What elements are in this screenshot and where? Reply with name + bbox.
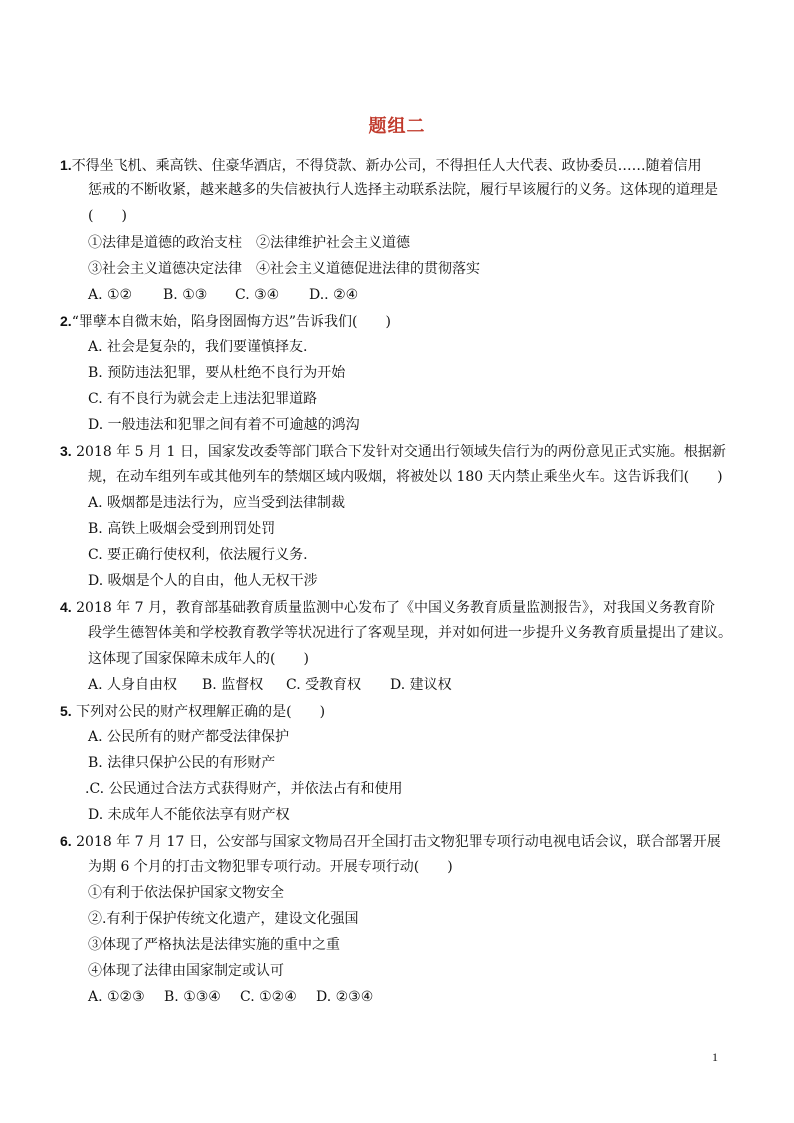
question-6-statement-3: ③体现了严格执法是法律实施的重中之重	[88, 937, 340, 953]
question-5-stem	[60, 702, 325, 721]
option-c[interactable]: C. ①②④	[240, 989, 297, 1005]
option-a[interactable]: A. ①②	[88, 287, 133, 303]
question-5-option-a[interactable]: A. 公民所有的财产都受法律保护	[88, 729, 290, 745]
question-2-stem	[60, 312, 391, 331]
option-a[interactable]: A. 人身自由权	[88, 677, 178, 693]
question-number: 6.	[60, 833, 72, 849]
question-1-options	[88, 286, 358, 304]
question-number: 3.	[60, 443, 72, 459]
option-c[interactable]: C. 受教育权	[286, 677, 362, 693]
question-4-line-2: 段学生德智体美和学校教育教学等状况进行了客观呈现，并对如何进一步提升义务教育质量提出了建议。	[88, 625, 732, 641]
question-1-line-3: ( )	[88, 208, 127, 224]
question-2-option-a[interactable]: A. 社会是复杂的，我们要谨慎择友.	[88, 339, 308, 355]
question-5-option-d[interactable]: D. 未成年人不能依法享有财产权	[88, 807, 290, 823]
question-6-options	[88, 988, 373, 1006]
question-number: 2.	[60, 313, 72, 329]
question-number: 4.	[60, 599, 72, 615]
question-text: 不得坐飞机、乘高铁、住豪华酒店，不得贷款、新办公司，不得担任人大代表、政协委员……随着信用	[71, 158, 702, 174]
question-1-line-1	[60, 156, 702, 175]
question-6-line-2: 为期 6 个月的打击文物犯罪专项行动。开展专项行动( )	[88, 859, 453, 875]
question-6-line-1	[60, 832, 721, 851]
question-6-statement-1: ①有利于依法保护国家文物安全	[88, 885, 284, 901]
question-5-option-b[interactable]: B. 法律只保护公民的有形财产	[88, 755, 276, 771]
page-number: 1	[712, 1050, 718, 1064]
question-number: 1.	[60, 157, 72, 173]
option-d[interactable]: D.. ②④	[309, 287, 359, 303]
question-2-option-c[interactable]: C. 有不良行为就会走上违法犯罪道路	[88, 391, 318, 407]
question-1-statement-row-1	[88, 234, 410, 252]
question-3-line-1	[60, 442, 726, 461]
statement-3: ③社会主义道德决定法律	[88, 261, 242, 277]
question-4-line-1	[60, 598, 715, 617]
question-1-line-2: 惩戒的不断收紧，越来越多的失信被执行人选择主动联系法院，履行早该履行的义务。这体现的道理是	[88, 182, 718, 198]
option-b[interactable]: B. 监督权	[202, 677, 264, 693]
question-2-option-b[interactable]: B. 预防违法犯罪，要从杜绝不良行为开始	[88, 365, 346, 381]
question-4-line-3: 这体现了国家保障未成年人的( )	[88, 651, 309, 667]
question-1-statement-row-2	[88, 260, 480, 278]
option-a[interactable]: A. ①②③	[88, 989, 145, 1005]
question-5-option-c[interactable]: .C. 公民通过合法方式获得财产，并依法占有和使用	[85, 781, 403, 797]
question-6-statement-2: ②.有利于保护传统文化遗产，建设文化强国	[88, 911, 359, 927]
question-2-option-d[interactable]: D. 一般违法和犯罪之间有着不可逾越的鸿沟	[88, 417, 360, 433]
question-number: 5.	[60, 703, 72, 719]
question-4-options	[88, 676, 452, 694]
question-text: 2018 年 7 月 17 日，公安部与国家文物局召开全国打击文物犯罪专项行动电视电话会议，联合部署开展	[71, 834, 721, 850]
question-text: 2018 年 7 月，教育部基础教育质量监测中心发布了《中国义务教育质量监测报告》，对我国义务教育阶	[71, 600, 716, 616]
page-title: 题组二	[368, 116, 426, 137]
question-text: 2018 年 5 月 1 日，国家发改委等部门联合下发针对交通出行领域失信行为的两份意见正式实施。根据新	[71, 444, 726, 460]
question-3-option-b[interactable]: B. 高铁上吸烟会受到刑罚处罚	[88, 521, 276, 537]
option-b[interactable]: B. ①③	[163, 287, 208, 303]
question-3-option-c[interactable]: C. 要正确行使权利，依法履行义务.	[88, 547, 308, 563]
question-3-option-a[interactable]: A. 吸烟都是违法行为，应当受到法律制裁	[88, 495, 346, 511]
option-d[interactable]: D. ②③④	[316, 989, 374, 1005]
statement-2: ②法律维护社会主义道德	[256, 235, 410, 251]
question-3-option-d[interactable]: D. 吸烟是个人的自由，他人无权干涉	[88, 573, 318, 589]
option-d[interactable]: D. 建议权	[390, 677, 452, 693]
option-c[interactable]: C. ③④	[235, 287, 280, 303]
statement-1: ①法律是道德的政治支柱	[88, 235, 242, 251]
statement-4: ④社会主义道德促进法律的贯彻落实	[256, 261, 480, 277]
option-b[interactable]: B. ①③④	[164, 989, 221, 1005]
question-text: 下列对公民的财产权理解正确的是( )	[71, 704, 326, 720]
question-6-statement-4: ④体现了法律由国家制定或认可	[88, 963, 284, 979]
question-text: “罪孽本自微末始，陷身囹圄悔方迟”告诉我们( )	[71, 314, 391, 330]
question-3-line-2: 规，在动车组列车或其他列车的禁烟区域内吸烟，将被处以 180 天内禁止乘坐火车。这告诉我们( )	[88, 469, 723, 485]
